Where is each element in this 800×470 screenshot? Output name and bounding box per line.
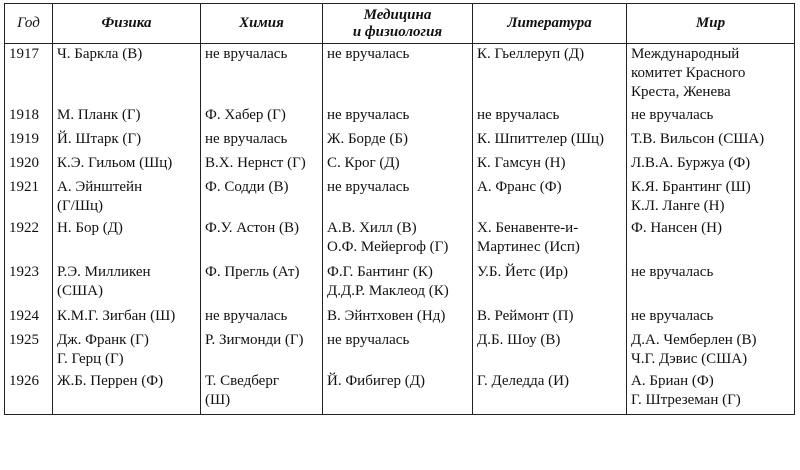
cell-year: 1924	[5, 306, 53, 330]
cell-literature	[473, 330, 627, 371]
cell-literature-line: К. Гьеллеруп (Д)	[477, 46, 585, 62]
header-chemistry: Химия	[201, 4, 323, 44]
cell-peace-line: Т.В. Вильсон (США)	[631, 130, 765, 147]
cell-medicine	[323, 371, 473, 415]
cell-peace-line: не вручалась	[631, 263, 714, 280]
cell-physics	[53, 44, 201, 105]
cell-literature-line: В. Реймонт (П)	[477, 307, 574, 324]
cell-year: 1919	[5, 129, 53, 153]
cell-physics	[53, 262, 201, 306]
cell-chemistry-line: Ф. Содди (В)	[205, 178, 289, 195]
cell-peace-line: К.Л. Ланге (Н)	[631, 197, 725, 214]
cell-peace	[627, 105, 795, 129]
header-year: Год	[5, 4, 53, 44]
cell-physics	[53, 105, 201, 129]
cell-physics-line: Н. Бор (Д)	[57, 219, 123, 236]
cell-literature-line: Мартинес (Исп)	[477, 238, 580, 255]
cell-peace	[627, 371, 795, 415]
table-row	[5, 371, 795, 415]
cell-literature-line: Г. Деледда (И)	[477, 372, 569, 389]
cell-physics-line: К.М.Г. Зигбан (Ш)	[57, 307, 176, 324]
cell-chemistry-line: не вручалась	[205, 130, 288, 147]
cell-peace	[627, 153, 795, 177]
cell-physics-line: Г. Герц (Г)	[57, 350, 124, 367]
cell-medicine	[323, 306, 473, 330]
cell-physics-line: Й. Штарк (Г)	[57, 130, 142, 147]
cell-medicine-line: не вручалась	[327, 106, 410, 123]
cell-literature	[473, 177, 627, 218]
cell-medicine-line: А.В. Хилл (В)	[327, 219, 417, 236]
cell-medicine-line: О.Ф. Мейергоф (Г)	[327, 238, 449, 255]
cell-medicine-line: Ж. Борде (Б)	[327, 130, 408, 147]
cell-literature	[473, 129, 627, 153]
cell-medicine	[323, 44, 473, 105]
cell-chemistry-line: В.Х. Нернст (Г)	[205, 154, 306, 171]
cell-peace-line: Г. Штреземан (Г)	[631, 391, 741, 408]
cell-chemistry	[201, 105, 323, 129]
cell-physics-line: (США)	[57, 282, 103, 299]
cell-medicine	[323, 105, 473, 129]
cell-physics	[53, 371, 201, 415]
nobel-prize-table-container	[4, 3, 795, 415]
cell-physics	[53, 306, 201, 330]
cell-peace-line: Д.А. Чемберлен (В)	[631, 331, 757, 348]
table-row	[5, 129, 795, 153]
cell-literature	[473, 153, 627, 177]
table-row	[5, 153, 795, 177]
cell-peace	[627, 306, 795, 330]
cell-physics-line: М. Планк (Г)	[57, 106, 141, 123]
cell-literature	[473, 44, 627, 105]
cell-literature-line: А. Франс (Ф)	[477, 178, 562, 195]
cell-year: 1925	[5, 330, 53, 371]
header-physics: Физика	[53, 4, 201, 44]
cell-peace-line: Международный	[631, 46, 740, 62]
cell-literature	[473, 371, 627, 415]
cell-year: 1920	[5, 153, 53, 177]
cell-medicine	[323, 153, 473, 177]
cell-physics	[53, 129, 201, 153]
cell-medicine	[323, 177, 473, 218]
cell-year: 1921	[5, 177, 53, 218]
table-row	[5, 330, 795, 371]
table-row	[5, 306, 795, 330]
cell-year: 1918	[5, 105, 53, 129]
table-row	[5, 177, 795, 218]
cell-peace-line: не вручалась	[631, 106, 714, 123]
header-medicine-line2: и физиология	[352, 23, 443, 40]
cell-medicine	[323, 330, 473, 371]
nobel-prize-table	[4, 3, 795, 415]
header-literature: Литература	[473, 4, 627, 44]
header-row	[5, 4, 795, 44]
cell-literature-line: не вручалась	[477, 106, 560, 123]
cell-chemistry	[201, 306, 323, 330]
cell-literature	[473, 105, 627, 129]
header-peace: Мир	[627, 4, 795, 44]
cell-physics-line: А. Эйнштейн	[57, 178, 143, 195]
cell-peace-line: комитет Красного	[631, 65, 746, 81]
cell-chemistry-line: не вручалась	[205, 46, 288, 62]
cell-chemistry-line: не вручалась	[205, 307, 288, 324]
cell-chemistry-line: Р. Зигмонди (Г)	[205, 331, 304, 348]
cell-literature	[473, 262, 627, 306]
cell-peace	[627, 44, 795, 105]
cell-literature	[473, 306, 627, 330]
cell-year: 1923	[5, 262, 53, 306]
cell-physics-line: Ж.Б. Перрен (Ф)	[57, 372, 164, 389]
cell-peace	[627, 129, 795, 153]
cell-chemistry	[201, 153, 323, 177]
cell-chemistry	[201, 44, 323, 105]
cell-chemistry	[201, 330, 323, 371]
cell-literature-line: Х. Бенавенте-и-	[477, 219, 579, 236]
cell-literature-line: К. Шпиттелер (Шц)	[477, 130, 605, 147]
cell-chemistry-line: Ф. Хабер (Г)	[205, 106, 286, 123]
cell-physics-line: (Г/Шц)	[57, 197, 103, 214]
cell-physics-line: Р.Э. Милликен	[57, 263, 151, 280]
cell-peace-line: Ф. Нансен (Н)	[631, 219, 722, 236]
table-row	[5, 44, 795, 105]
cell-year: 1926	[5, 371, 53, 415]
cell-peace-line: А. Бриан (Ф)	[631, 372, 714, 389]
cell-peace-line: Л.В.А. Буржуа (Ф)	[631, 154, 751, 171]
cell-peace-line: Ч.Г. Дэвис (США)	[631, 350, 748, 367]
cell-medicine-line: Ф.Г. Бантинг (К)	[327, 263, 433, 280]
cell-medicine	[323, 129, 473, 153]
cell-physics	[53, 330, 201, 371]
cell-chemistry	[201, 262, 323, 306]
cell-peace	[627, 330, 795, 371]
cell-medicine-line: не вручалась	[327, 178, 410, 195]
cell-physics	[53, 153, 201, 177]
cell-chemistry	[201, 218, 323, 262]
cell-chemistry	[201, 129, 323, 153]
cell-literature	[473, 218, 627, 262]
cell-peace-line: К.Я. Брантинг (Ш)	[631, 178, 751, 195]
cell-physics-line: Ч. Баркла (В)	[57, 46, 143, 62]
header-medicine	[323, 4, 473, 44]
cell-year: 1922	[5, 218, 53, 262]
cell-medicine-line: Д.Д.Р. Маклеод (К)	[327, 282, 449, 299]
cell-literature-line: К. Гамсун (Н)	[477, 154, 566, 171]
cell-literature-line: У.Б. Йетс (Ир)	[477, 263, 568, 280]
cell-medicine-line: не вручалась	[327, 46, 410, 62]
table-row	[5, 218, 795, 262]
cell-chemistry	[201, 177, 323, 218]
cell-chemistry-line: (Ш)	[205, 391, 231, 408]
cell-physics	[53, 177, 201, 218]
cell-chemistry-line: Ф. Прегль (Ат)	[205, 263, 300, 280]
cell-medicine-line: Й. Фибигер (Д)	[327, 372, 425, 389]
table-body	[5, 44, 795, 415]
cell-chemistry-line: Т. Сведберг	[205, 372, 279, 389]
table-row	[5, 262, 795, 306]
cell-medicine	[323, 218, 473, 262]
cell-physics	[53, 218, 201, 262]
cell-medicine-line: С. Крог (Д)	[327, 154, 400, 171]
cell-physics-line: К.Э. Гильом (Шц)	[57, 154, 173, 171]
cell-peace-line: Креста, Женева	[631, 84, 731, 100]
cell-peace	[627, 218, 795, 262]
cell-medicine-line: не вручалась	[327, 331, 410, 348]
cell-peace	[627, 177, 795, 218]
cell-medicine-line: В. Эйнтховен (Нд)	[327, 307, 446, 324]
header-medicine-line1: Медицина	[363, 6, 432, 23]
cell-medicine	[323, 262, 473, 306]
cell-literature-line: Д.Б. Шоу (В)	[477, 331, 561, 348]
cell-year: 1917	[5, 44, 53, 105]
cell-peace-line: не вручалась	[631, 307, 714, 324]
cell-chemistry-line: Ф.У. Астон (В)	[205, 219, 300, 236]
cell-chemistry	[201, 371, 323, 415]
cell-physics-line: Дж. Франк (Г)	[57, 331, 149, 348]
table-row	[5, 105, 795, 129]
cell-peace	[627, 262, 795, 306]
